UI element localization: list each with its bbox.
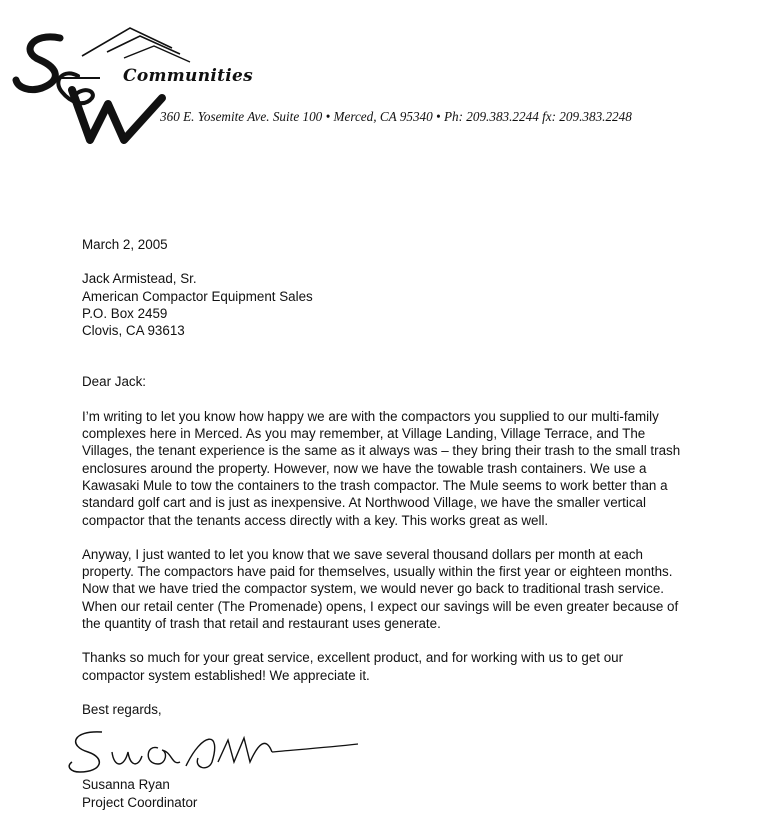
letterhead-address: 360 E. Yosemite Ave. Suite 100 • Merced, CA 95340 • Ph: 209.383.2244 fx: 209.383.2248 — [160, 109, 632, 124]
signer-name: Susanna Ryan — [82, 777, 170, 793]
recipient-company: American Compactor Equipment Sales — [82, 288, 313, 304]
company-name: Communities — [123, 66, 254, 86]
recipient-address1: P.O. Box 2459 — [82, 305, 168, 321]
handwritten-signature — [62, 722, 362, 782]
paragraph: Thanks so much for your great service, excellent product, and for working with us to get our compactor system established! We appreciate it. — [82, 650, 624, 683]
signer-title: Project Coordinator — [82, 794, 198, 810]
letter-date: March 2, 2005 — [82, 237, 168, 252]
paragraph: Anyway, I just wanted to let you know that we save several thousand dollars per month at each property. The compactors have paid for themselves, usually within the first year or eighteen months. Now that we have tried the compactor system, we would never go back to traditional trash service. When our retail center (The Promenade) opens, I expect our savings will be even greater because of the quantity of trash that retail and restaurant uses generate. — [82, 546, 679, 632]
closing: Best regards, — [82, 701, 162, 717]
signature-area — [82, 718, 682, 776]
letterhead — [0, 0, 760, 160]
salutation: Dear Jack: — [82, 374, 146, 390]
letter-body — [82, 236, 682, 811]
recipient-address2: Clovis, CA 93613 — [82, 323, 185, 339]
paragraph: I’m writing to let you know how happy we are with the compactors you supplied to our multi-family complexes here in Merced. As you may remember, at Village Landing, Village Terrace, and The Villages, the tenant experience is the same as it always was – they bring their trash to the small trash enclosures around the property. However, now we have the towable trash containers. We use a Kawasaki Mule to tow the containers to the trash compactor. The Mule seems to work better than a standard golf cart and is just as inexpensive. At Northwood Village, we have the smaller vertical compactor that the tenants access directly with a key. This works great as well. — [82, 408, 681, 528]
recipient-name: Jack Armistead, Sr. — [82, 271, 197, 287]
